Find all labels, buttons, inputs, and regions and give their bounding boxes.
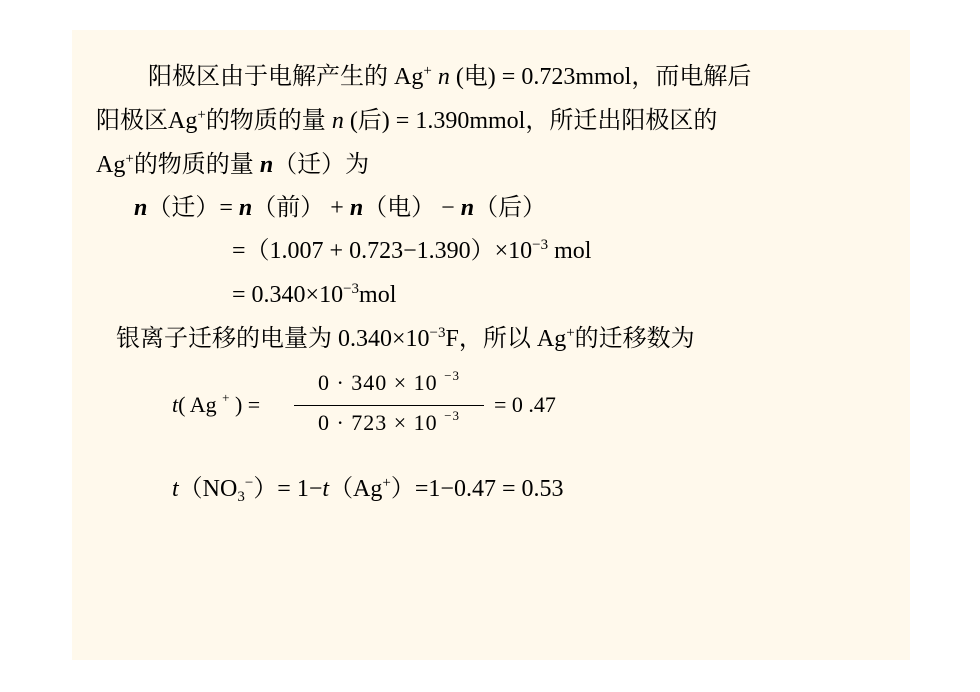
line1-sup: +: [423, 63, 432, 79]
denominator-exponent: −3: [444, 408, 461, 423]
equation-lhs-sup: +: [222, 390, 230, 405]
last-text-c: （Ag: [329, 476, 383, 502]
text-line-4: [134, 193, 546, 223]
last-sup2: +: [382, 475, 391, 491]
text-line-7: [116, 324, 695, 354]
line3-text-b: 的物质的量: [133, 152, 260, 178]
line7-sup: −3: [429, 325, 446, 341]
line4-n3: n: [349, 195, 364, 221]
equation-t: t: [172, 392, 179, 417]
line7-text-b: F，所以 Ag: [445, 326, 567, 352]
numerator-text: 0 · 340 × 10: [317, 370, 445, 395]
text-line-6: [232, 280, 396, 310]
line1-text-b: (电) = 0.723mmol，而电解后: [449, 64, 752, 90]
line6-text-a: = 0.340×10: [232, 282, 344, 308]
line2-text-b: 的物质的量: [205, 108, 332, 134]
last-t2: t: [322, 476, 330, 502]
last-sub: 3: [237, 489, 245, 505]
equation-lhs-b: ) =: [229, 392, 261, 417]
line3-text-c: （迁）为: [273, 152, 370, 178]
line4-n2: n: [238, 195, 253, 221]
line4-n4: n: [460, 195, 475, 221]
last-text-b: ）= 1−: [253, 476, 323, 502]
line3-n: n: [259, 152, 274, 178]
numerator-exponent: −3: [444, 368, 461, 383]
line3-sup: +: [125, 151, 134, 167]
last-text-a: （NO: [178, 476, 238, 502]
line2-sup: +: [197, 107, 206, 123]
fraction-bar: [294, 405, 484, 406]
line6-sup: −3: [343, 281, 360, 297]
last-t1: t: [172, 476, 179, 502]
text-line-3: [96, 150, 369, 180]
text-line-5: [232, 236, 591, 266]
line5-text-a: =（1.007 + 0.723−1.390）×10: [232, 238, 533, 264]
line2-n: n: [331, 108, 344, 134]
line4-text-d: （后）: [474, 195, 547, 221]
line1-text-a: 阳极区由于电解产生的 Ag: [148, 64, 424, 90]
line3-text-a: Ag: [96, 152, 126, 178]
line4-n1: n: [134, 195, 148, 221]
line5-text-b: mol: [548, 238, 592, 264]
last-sup: −: [244, 475, 254, 491]
text-line-1: [148, 62, 751, 92]
line7-text-a: 银离子迁移的电量为 0.340×10: [116, 326, 430, 352]
last-text-d: ）=1−0.47 = 0.53: [390, 476, 564, 502]
fraction-numerator: [294, 369, 484, 397]
line5-sup: −3: [532, 237, 549, 253]
line7-text-c: 的迁移数为: [574, 326, 695, 352]
line4-text-a: （迁）=: [147, 195, 239, 221]
equation-rhs: = 0 .47: [494, 392, 556, 417]
line2-text-a: 阳极区Ag: [96, 108, 198, 134]
line4-text-b: （前） +: [252, 195, 350, 221]
text-line-2: [96, 106, 717, 136]
equation-lhs: [172, 390, 260, 420]
line2-text-c: (后) = 1.390mmol，所迁出阳极区的: [343, 108, 718, 134]
equation-lhs-a: ( Ag: [178, 392, 223, 417]
line4-text-c: （电） −: [363, 195, 461, 221]
line6-text-b: mol: [359, 282, 397, 308]
fraction-denominator: [294, 409, 484, 437]
line1-n: n: [437, 64, 450, 90]
denominator-text: 0 · 723 × 10: [317, 410, 445, 435]
text-line-last: [172, 474, 563, 504]
line7-sup2: +: [566, 325, 575, 341]
